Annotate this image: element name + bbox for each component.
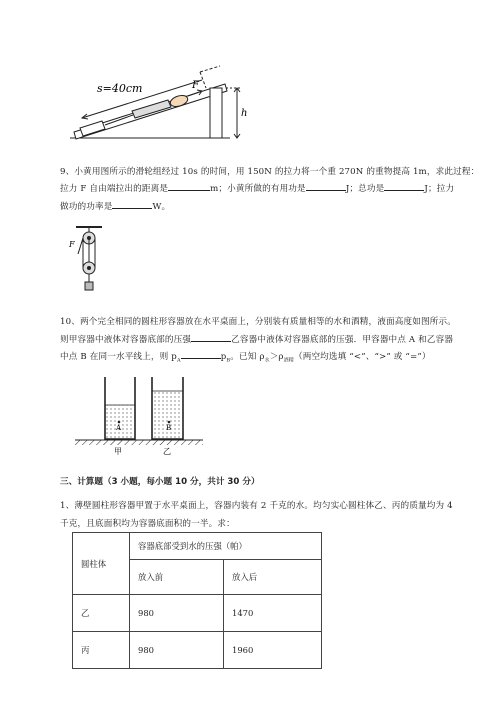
answer-blank-power[interactable] bbox=[112, 198, 152, 209]
q10-text-f: ＞ρ bbox=[269, 352, 284, 362]
calc1-line2: 千克，且底面积均为容器底面积的一半。求： bbox=[60, 519, 235, 529]
containers-figure bbox=[70, 372, 210, 456]
row-after: 1470 bbox=[224, 595, 322, 632]
subscript-water: 水 bbox=[264, 357, 270, 364]
q9-text-d: J；拉力 bbox=[424, 184, 455, 194]
q10-text-d: p bbox=[220, 352, 227, 362]
row-before: 980 bbox=[130, 595, 224, 632]
subscript-b: B bbox=[226, 357, 231, 364]
calc1-line1: 1、薄壁圆柱形容器甲置于水平桌面上，容器内装有 2 千克的水。均匀实心圆柱体乙、丙的质量均为 4 bbox=[60, 501, 453, 511]
section-title: 三、计算题（3 小题，每小题 10 分，共计 30 分） bbox=[60, 477, 260, 487]
container-left-label: 甲 bbox=[114, 447, 122, 456]
answer-blank-total-work[interactable] bbox=[384, 180, 424, 191]
q10-text-a: 则甲容器中液体对容器底部的压强 bbox=[60, 335, 192, 345]
incline-s-label: s=40cm bbox=[97, 82, 143, 95]
q9-text-b: m；小黄所做的有用功是 bbox=[210, 184, 306, 194]
container-right-label: 乙 bbox=[163, 447, 171, 456]
q9-text-e: 做功的功率是 bbox=[60, 202, 113, 212]
q9-text-a: 拉力 F 自由端拉出的距离是 bbox=[60, 184, 169, 194]
point-b-label: B bbox=[166, 424, 172, 432]
row-name: 丙 bbox=[73, 632, 130, 669]
q10-text-b: 乙容器中液体对容器底部的压强．甲容器中点 A 和乙容器 bbox=[231, 335, 454, 345]
table-header-row bbox=[73, 533, 322, 560]
q9-line1: 9、小黄用图所示的滑轮组经过 10s 的时间，用 150N 的拉力将一个重 270N 的重物提高 1m，求此过程： bbox=[60, 167, 480, 177]
header-after: 放入后 bbox=[224, 560, 322, 595]
header-pressure: 容器底部受到水的压强（帕） bbox=[130, 533, 322, 560]
subscript-a: A bbox=[176, 357, 181, 364]
pulley-figure bbox=[66, 224, 116, 302]
point-a-label: A bbox=[116, 424, 122, 432]
q9-text-f: W。 bbox=[152, 202, 171, 212]
pulley-f-label: F bbox=[69, 240, 75, 249]
incline-h-label: h bbox=[241, 108, 248, 119]
table-row bbox=[73, 595, 322, 632]
q9-line3 bbox=[60, 198, 170, 217]
incline-f-label: F bbox=[192, 80, 199, 91]
answer-blank-useful-work[interactable] bbox=[306, 180, 346, 191]
row-after: 1960 bbox=[224, 632, 322, 669]
q10-line3 bbox=[60, 348, 431, 371]
row-before: 980 bbox=[130, 632, 224, 669]
subscript-alcohol: 酒精 bbox=[283, 357, 294, 364]
answer-blank-pressure-compare[interactable] bbox=[191, 331, 231, 342]
answer-blank-distance[interactable] bbox=[168, 180, 210, 191]
incline-figure bbox=[60, 58, 260, 148]
table-row bbox=[73, 632, 322, 669]
header-before: 放入前 bbox=[130, 560, 224, 595]
q10-text-c: 中点 B 在同一水平线上，则 p bbox=[60, 352, 177, 362]
q10-line1: 10、两个完全相同的圆柱形容器放在水平桌面上，分别装有质量相等的水和酒精，液面高度如图所示。 bbox=[60, 317, 456, 327]
q9-line2 bbox=[60, 180, 454, 199]
row-name: 乙 bbox=[73, 595, 130, 632]
answer-blank-pa-pb[interactable] bbox=[181, 348, 221, 359]
pressure-table bbox=[72, 532, 322, 669]
q9-text-c: J；总功是 bbox=[345, 184, 385, 194]
q10-text-g: （两空均选填 “<”、“>” 或 “=”） bbox=[293, 352, 431, 362]
q10-text-e: 。已知 ρ bbox=[230, 352, 265, 362]
header-cylinder: 圆柱体 bbox=[73, 533, 130, 595]
